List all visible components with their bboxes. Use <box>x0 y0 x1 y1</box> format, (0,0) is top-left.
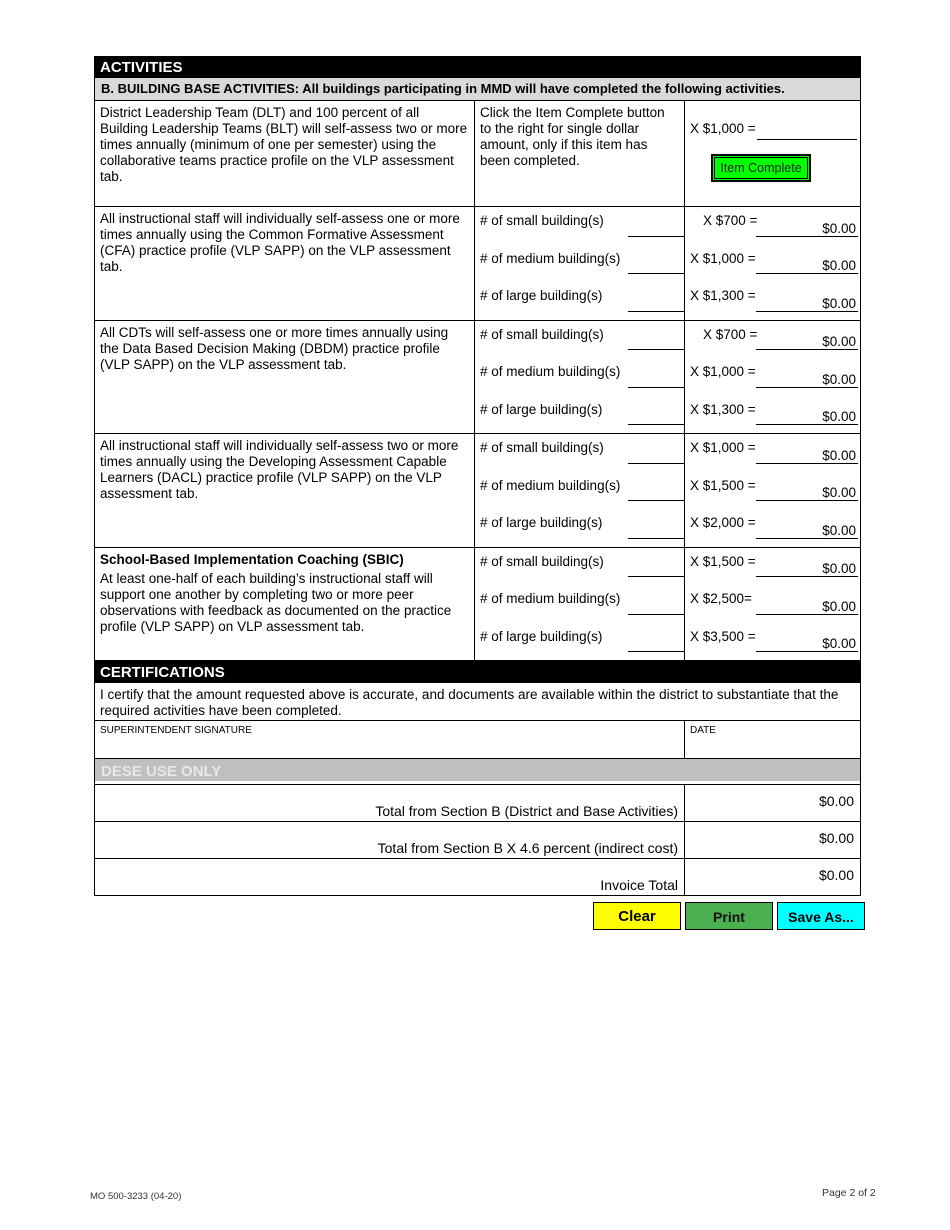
amount-field: $0.00 <box>756 560 858 577</box>
save-as-button[interactable]: Save As... <box>777 902 865 930</box>
total-label: Total from Section B (District and Base Activities) <box>95 785 685 821</box>
multiplier: X $1,500 = <box>690 553 756 569</box>
amount-cell <box>685 207 860 320</box>
amount-field: $0.00 <box>756 635 858 652</box>
total-section-b-row <box>94 784 861 822</box>
multiplier: X $1,000 = <box>690 364 756 379</box>
date-label: DATE <box>690 725 716 736</box>
large-building-label: # of large building(s) <box>480 515 603 530</box>
amount-field: $0.00 <box>756 522 858 539</box>
dlt-amount-cell <box>685 101 860 206</box>
amount-field: $0.00 <box>756 295 858 312</box>
total-indirect-row <box>94 822 861 859</box>
large-building-input[interactable] <box>628 521 684 539</box>
large-building-input[interactable] <box>628 634 684 652</box>
dlt-row <box>95 101 860 207</box>
activities-form <box>94 56 861 896</box>
multiplier: X $3,500 = <box>690 628 756 644</box>
large-building-label: # of large building(s) <box>480 401 603 417</box>
medium-building-label: # of medium building(s) <box>480 364 621 379</box>
clear-button[interactable]: Clear <box>593 902 681 930</box>
amount-field: $0.00 <box>756 371 858 388</box>
sbic-title: School-Based Implementation Coaching (SBIC) <box>100 551 404 567</box>
sbic-row <box>95 548 860 662</box>
dlt-description: District Leadership Team (DLT) and 100 percent of all Building Leadership Teams (BLT) will self-assess two or more times annually (minimum of one per semester) using the collaborative teams practice profile on the VLP assessment tab. <box>95 101 475 206</box>
total-value: $0.00 <box>818 793 854 809</box>
amount-field: $0.00 <box>756 333 858 350</box>
medium-building-label: # of medium building(s) <box>480 477 621 493</box>
total-value: $0.00 <box>818 830 854 846</box>
building-count-cell <box>475 548 685 661</box>
print-button[interactable]: Print <box>685 902 773 930</box>
building-count-cell <box>475 207 685 320</box>
medium-building-input[interactable] <box>628 370 684 388</box>
medium-building-input[interactable] <box>628 483 684 501</box>
signature-row <box>94 721 861 759</box>
page-number: Page 2 of 2 <box>822 1187 876 1199</box>
certifications-header: CERTIFICATIONS <box>94 661 861 683</box>
large-building-label: # of large building(s) <box>480 288 603 303</box>
certification-text: I certify that the amount requested above is accurate, and documents are available within the district to substantiate that the required activities have been completed. <box>94 683 861 721</box>
total-label: Total from Section B X 4.6 percent (indirect cost) <box>95 822 685 858</box>
small-building-label: # of small building(s) <box>480 440 604 455</box>
amount-field: $0.00 <box>756 447 858 464</box>
activities-header: ACTIVITIES <box>94 56 861 78</box>
small-building-input[interactable] <box>628 332 684 350</box>
multiplier: X $1,300 = <box>690 401 756 417</box>
signature-label: SUPERINTENDENT SIGNATURE <box>100 725 252 736</box>
small-building-label: # of small building(s) <box>480 326 604 342</box>
amount-cell <box>685 548 860 661</box>
multiplier: X $700 = <box>703 213 758 228</box>
dbdm-row <box>95 321 860 435</box>
medium-building-input[interactable] <box>628 256 684 274</box>
cfa-row <box>95 207 860 321</box>
multiplier: X $700 = <box>703 326 758 342</box>
multiplier: X $1,300 = <box>690 288 756 303</box>
amount-cell <box>685 321 860 434</box>
total-label: Invoice Total <box>95 859 685 895</box>
item-complete-button[interactable]: Item Complete <box>711 154 811 182</box>
action-buttons <box>593 902 865 930</box>
amount-field: $0.00 <box>756 257 858 274</box>
multiplier: X $1,500 = <box>690 477 756 493</box>
small-building-input[interactable] <box>628 219 684 237</box>
amount-field: $0.00 <box>756 598 858 615</box>
medium-building-label: # of medium building(s) <box>480 250 621 266</box>
activity-description: All instructional staff will individually self-assess two or more times annually using the Developing Assessment Capable Learners (DACL) practice profile (VLP SAPP) on the VLP assessment tab. <box>95 434 475 547</box>
large-building-label: # of large building(s) <box>480 628 603 644</box>
dlt-multiplier: X $1,000 = <box>690 121 756 136</box>
superintendent-signature-field[interactable] <box>95 721 685 758</box>
amount-field: $0.00 <box>756 408 858 425</box>
multiplier: X $1,000 = <box>690 250 756 266</box>
amount-cell <box>685 434 860 547</box>
invoice-total-row <box>94 859 861 896</box>
amount-field: $0.00 <box>756 220 858 237</box>
small-building-input[interactable] <box>628 446 684 464</box>
multiplier: X $2,000 = <box>690 515 756 530</box>
large-building-input[interactable] <box>628 407 684 425</box>
small-building-label: # of small building(s) <box>480 213 604 228</box>
activity-description: All CDTs will self-assess one or more times annually using the Data Based Decision Making (DBDM) practice profile (VLP SAPP) on the VLP assessment tab. <box>95 321 475 434</box>
building-count-cell <box>475 321 685 434</box>
small-building-input[interactable] <box>628 559 684 577</box>
dese-use-only-header: DESE USE ONLY <box>94 759 861 781</box>
activity-description: School-Based Implementation Coaching (SBIC) At least one-half of each building’s instructional staff will support one another by completing two or more peer observations with feedback as documented on the practice profile (VLP SAPP) on VLP assessment tab. <box>95 548 475 661</box>
multiplier: X $1,000 = <box>690 440 756 455</box>
large-building-input[interactable] <box>628 294 684 312</box>
amount-field: $0.00 <box>756 484 858 501</box>
medium-building-input[interactable] <box>628 597 684 615</box>
dlt-amount-field[interactable] <box>757 122 857 140</box>
total-value: $0.00 <box>818 867 854 883</box>
section-b-header: B. BUILDING BASE ACTIVITIES: All buildings participating in MMD will have completed the following activities. <box>94 78 861 101</box>
small-building-label: # of small building(s) <box>480 553 604 569</box>
activity-description: All instructional staff will individually self-assess one or more times annually using the Common Formative Assessment (CFA) practice profile (VLP SAPP) on the VLP assessment tab. <box>95 207 475 320</box>
dacl-row <box>95 434 860 548</box>
form-number: MO 500-3233 (04-20) <box>90 1191 182 1202</box>
date-field[interactable] <box>685 721 860 758</box>
multiplier: X $2,500= <box>690 591 752 606</box>
dlt-instruction: Click the Item Complete button to the right for single dollar amount, only if this item has been completed. <box>475 101 685 206</box>
medium-building-label: # of medium building(s) <box>480 591 621 606</box>
activities-grid <box>94 101 861 661</box>
building-count-cell <box>475 434 685 547</box>
